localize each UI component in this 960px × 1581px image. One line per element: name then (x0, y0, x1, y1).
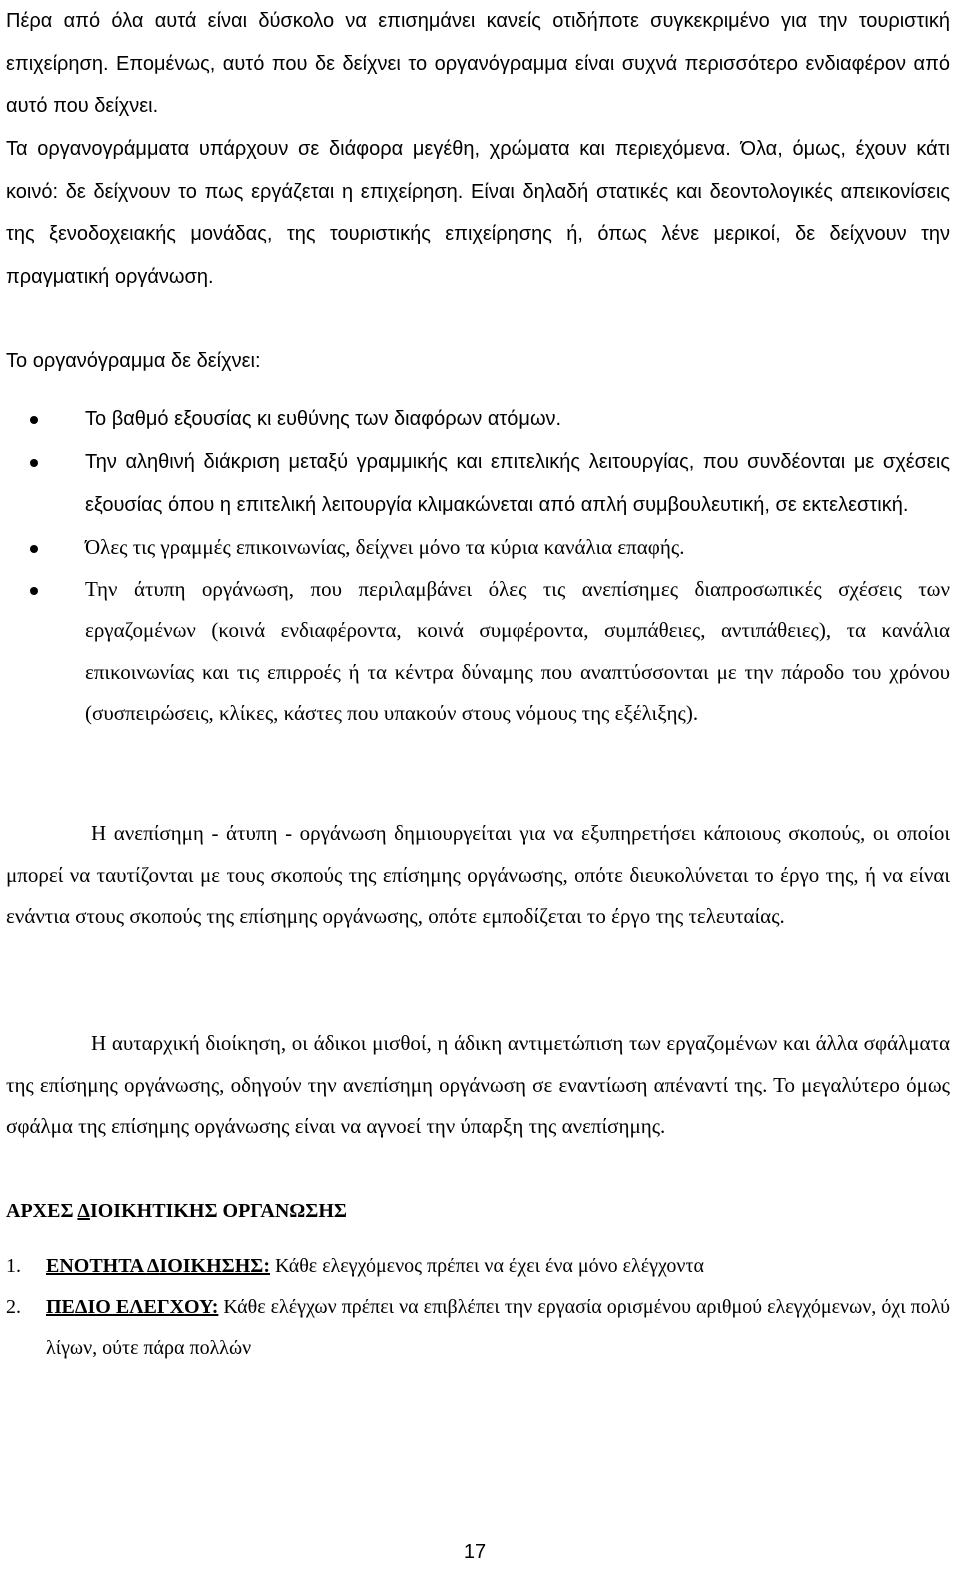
heading-part: ΙΟΙΚΗΤΙΚΗΣ ΟΡΓΑΝΩΣΗΣ (89, 1200, 347, 1222)
list-item-text: Όλες τις γραμμές επικοινωνίας, δείχνει μόνο τα κύρια κανάλια επαφής. (85, 535, 685, 559)
list-item-text: Την αληθινή διάκριση μεταξύ γραμμικής και επιτελικής λειτουργίας, που συνδέονται με σχέσεις εξουσίας όπου η επιτελική λειτουργία κλιμακώνεται από απλή συμβουλευτική, σε εκτελεστική. (85, 451, 950, 516)
principle-title (46, 1255, 270, 1277)
list-item (6, 1246, 950, 1287)
principle-title-part: ΕΝΟΤΗΤΑ (46, 1255, 147, 1277)
principle-title-part: ΙΟ ΕΛΕΓΧΟΥ: (87, 1296, 219, 1318)
bullet-icon (30, 459, 38, 467)
paragraph-org-charts: Τα οργανογράμματα υπάρχουν σε διάφορα μεγέθη, χρώματα και περιεχόμενα. Όλα, όμως, έχουν κάτι κοινό: δε δείχνουν το πως εργάζεται η επιχείρηση. Είναι δηλαδή στατικές και δεοντολογικές απεικονίσεις της ξενοδοχειακής μονάδας, της τουριστικής επιχείρησης ή, όπως λένε μερικοί, δε δείχνουν την πραγματική οργάνωση. (6, 138, 950, 288)
bullet-icon (30, 416, 38, 424)
page-number: 17 (463, 1541, 487, 1563)
principle-title-part: Δ (74, 1296, 88, 1318)
list-item (6, 1287, 950, 1369)
heading-part: ΑΡΧΕΣ (6, 1200, 78, 1222)
section-heading (6, 1196, 347, 1226)
list-number: 1. (6, 1255, 21, 1277)
list-item-text: Το βαθμό εξουσίας κι ευθύνης των διαφόρων ατόμων. (85, 408, 562, 430)
principle-title-part: Δ (146, 1255, 160, 1277)
paragraph-chart-does-not-show: Το οργανόγραμμα δε δείχνει: (6, 350, 261, 372)
bullet-icon (30, 587, 38, 595)
list-item-text: Την άτυπη οργάνωση, που περιλαμβάνει όλες τις ανεπίσημες διαπροσωπικές σχέσεις των εργαζομένων (κοινά ενδιαφέροντα, κοινά συμφέροντα, συμπάθειες, αντιπάθειες), τα κανάλια επικοινωνίας και τις επιρροές ή τα κέντρα δύναμης που αναπτύσσονται με την πάροδο του χρόνου (συσπειρώσεις, κλίκες, κάστες που υπακούν στους νόμους της εξέλιξης). (85, 576, 950, 725)
bullet-icon (30, 545, 38, 553)
paragraph-authoritarian-management: Η αυταρχική διοίκηση, οι άδικοι μισθοί, η άδικη αντιμετώπιση των εργαζομένων και άλλα σφάλματα της επίσημης οργάνωσης, οδηγούν την ανεπίσημη οργάνωση σε εναντίωση απέναντί της. Το μεγαλύτερο όμως σφάλμα της επίσημης οργάνωσης είναι να αγνοεί την ύπαρξη της ανεπίσημης. (6, 1031, 950, 1138)
principle-title-part: ΙΟΙΚΗΣΗΣ: (159, 1255, 271, 1277)
list-item (0, 527, 950, 569)
list-number: 2. (6, 1296, 21, 1318)
list-item (0, 398, 950, 441)
principle-title-part: ΠΕ (46, 1296, 75, 1318)
list-item (0, 569, 950, 735)
paragraph-informal-organization: Η ανεπίσημη - άτυπη - οργάνωση δημιουργείται για να εξυπηρετήσει κάποιους σκοπούς, οι οποίοι μπορεί να ταυτίζονται με τους σκοπούς της επίσημης οργάνωσης, οπότε διευκολύνεται το έργο της, ή να είναι ενάντια στους σκοπούς της επίσημης οργάνωσης, οπότε εμποδίζεται το έργο της τελευταίας. (6, 821, 950, 928)
principle-title (46, 1296, 218, 1318)
heading-part-underlined: Δ (77, 1200, 90, 1222)
bullet-list (0, 398, 950, 735)
list-item (0, 441, 950, 527)
principle-text: Κάθε ελέγχων πρέπει να επιβλέπει την εργασία ορισμένου αριθμού ελεγχόμενων, όχι πολύ λίγων, ούτε πάρα πολλών (46, 1296, 950, 1359)
paragraph-intro: Πέρα από όλα αυτά είναι δύσκολο να επισημάνει κανείς οτιδήποτε συγκεκριμένο για την τουριστική επιχείρηση. Επομένως, αυτό που δε δείχνει το οργανόγραμμα είναι συχνά περισσότερο ενδιαφέρον από αυτό που δείχνει. (6, 10, 950, 117)
principles-list (6, 1246, 950, 1369)
principle-text: Κάθε ελεγχόμενος πρέπει να έχει ένα μόνο ελέγχοντα (270, 1255, 704, 1277)
